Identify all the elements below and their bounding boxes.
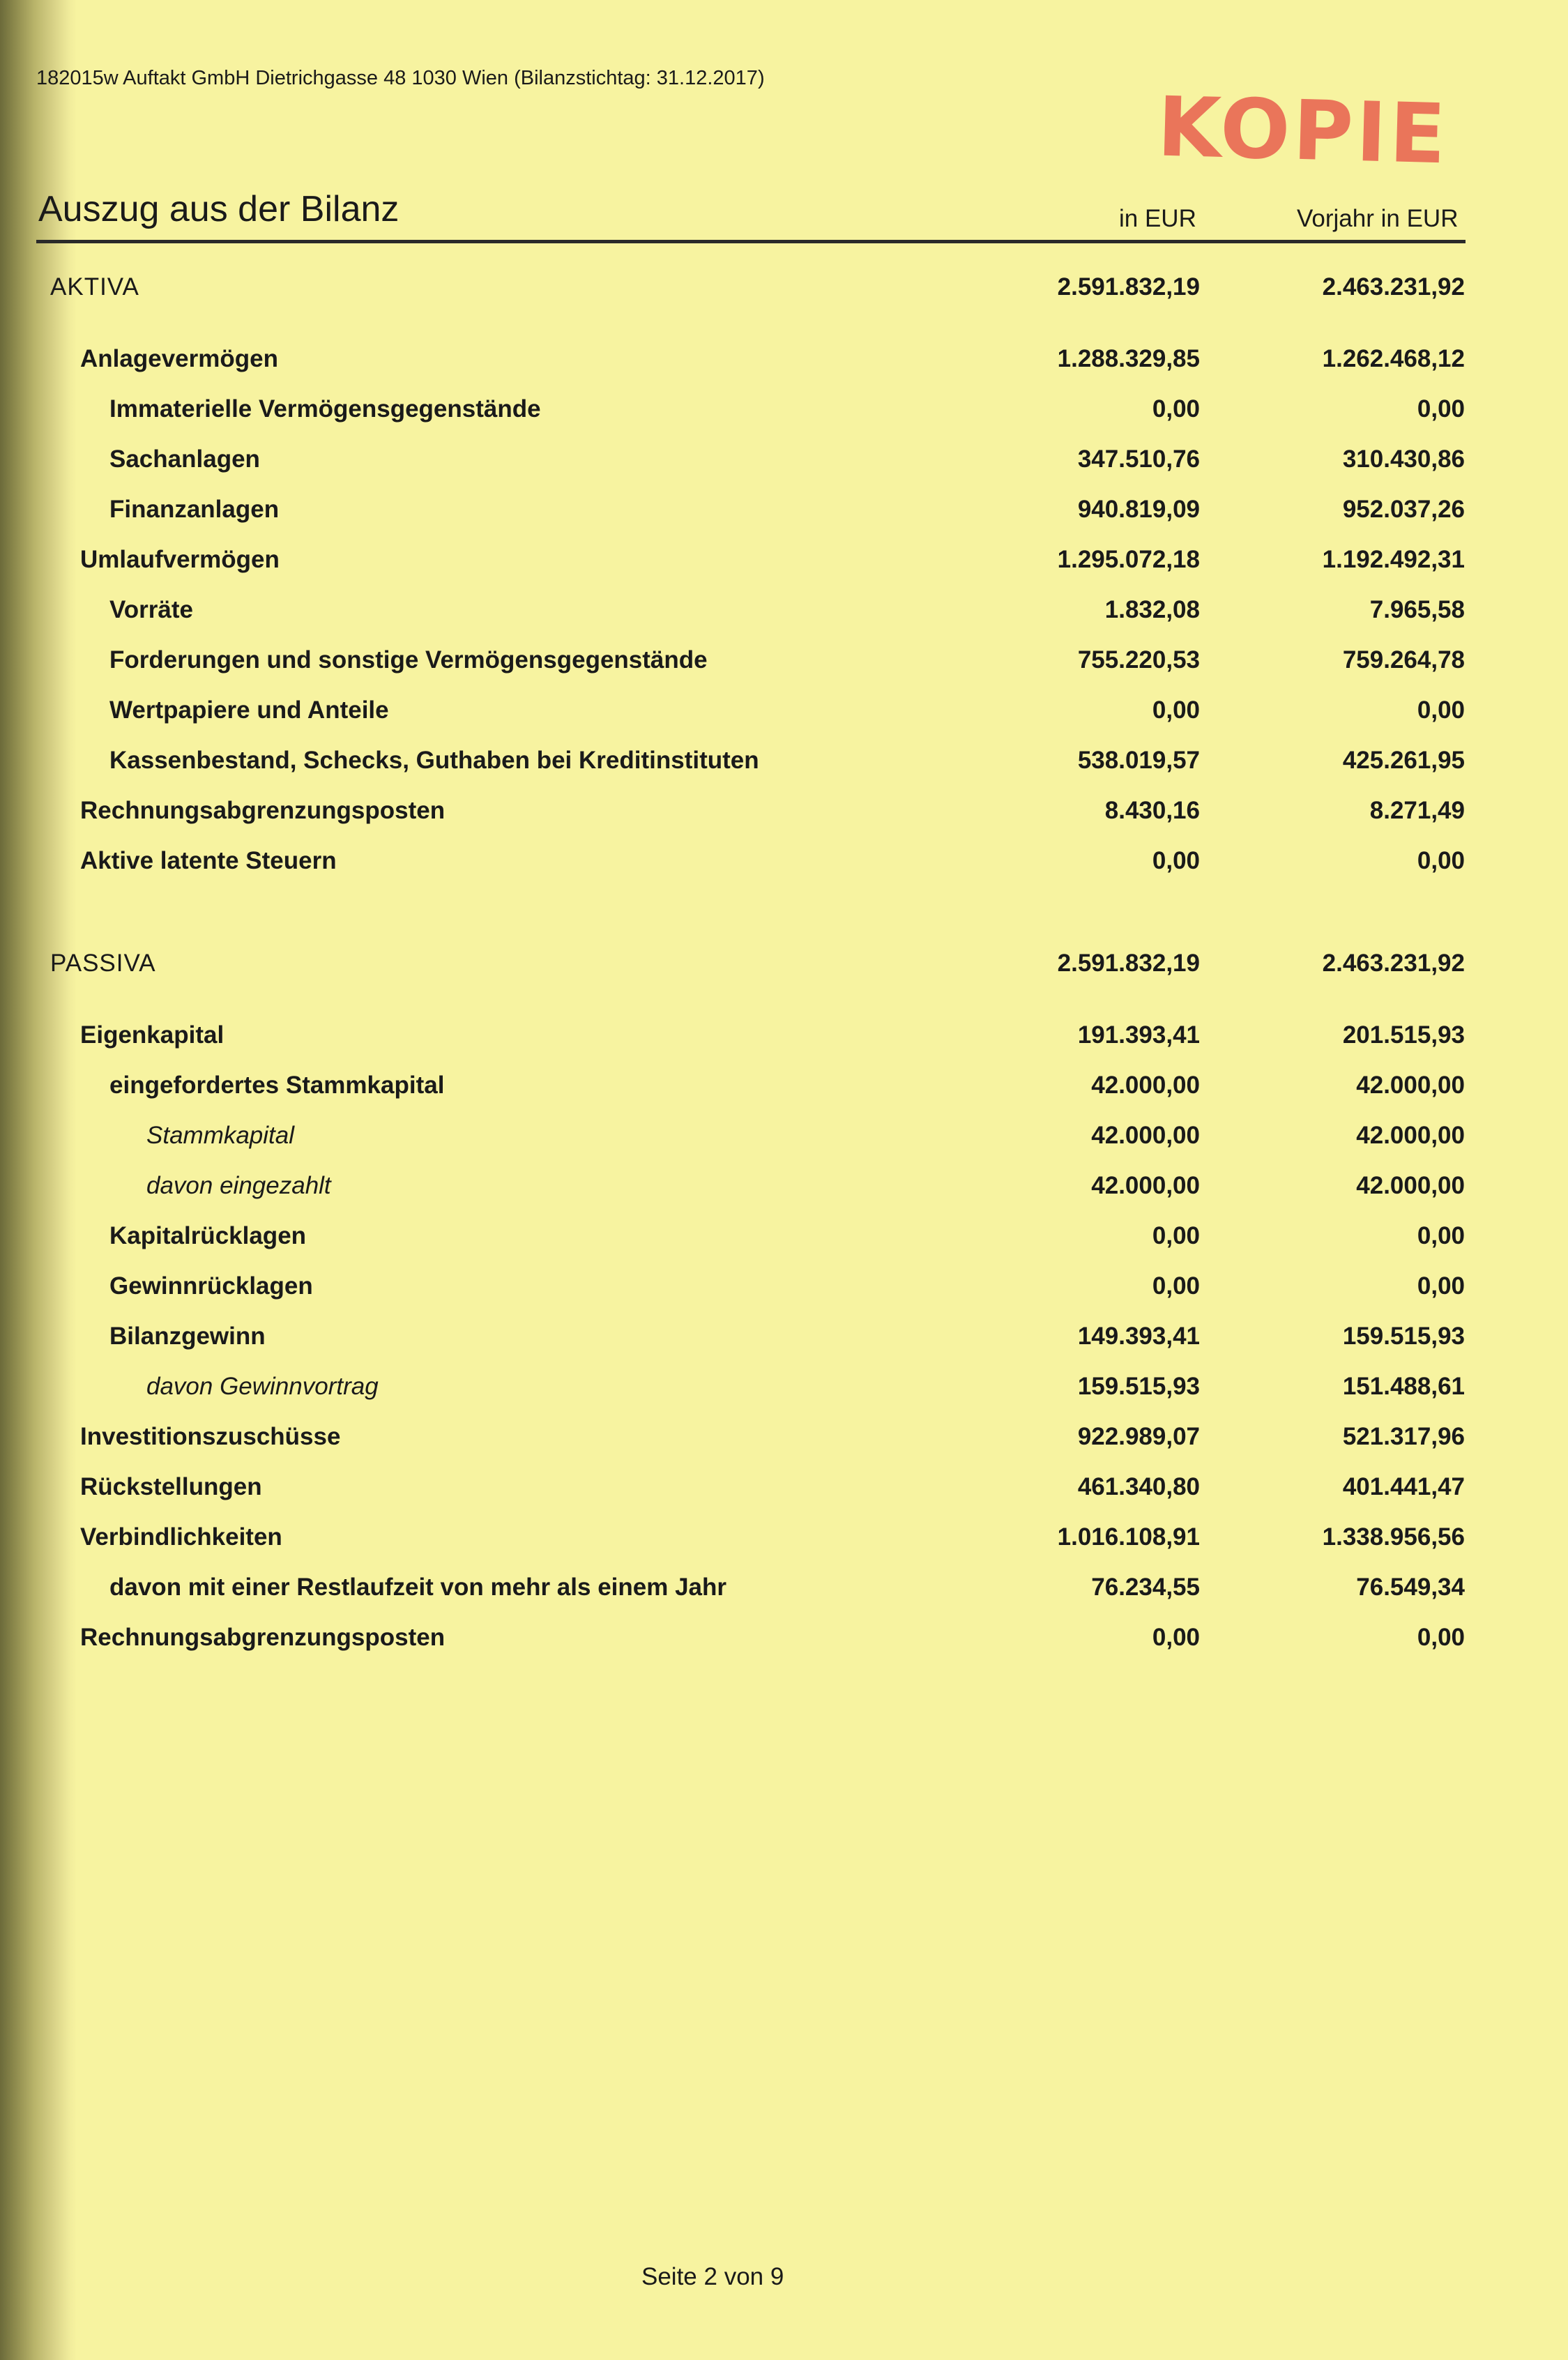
row-kassenbestand — [0, 747, 1568, 789]
value-current: 0,00 — [1152, 1222, 1200, 1249]
value-previous: 1.262.468,12 — [1322, 345, 1465, 372]
row-label: Rückstellungen — [80, 1473, 262, 1500]
value-previous: 8.271,49 — [1369, 797, 1465, 824]
value-current: 42.000,00 — [1091, 1172, 1200, 1199]
value-current: 191.393,41 — [1077, 1021, 1200, 1049]
value-previous: 1.338.956,56 — [1322, 1523, 1465, 1551]
row-forderungen — [0, 646, 1568, 688]
value-previous: 759.264,78 — [1342, 646, 1465, 673]
value-current: 922.989,07 — [1077, 1423, 1200, 1450]
row-kapitalruecklagen — [0, 1222, 1568, 1264]
company-header: 182015w Auftakt GmbH Dietrichgasse 48 1030 Wien (Bilanzstichtag: 31.12.2017) — [36, 67, 765, 89]
row-label: davon mit einer Restlaufzeit von mehr als einem Jahr — [109, 1574, 726, 1601]
value-previous: 42.000,00 — [1356, 1122, 1465, 1149]
value-current: 149.393,41 — [1077, 1323, 1200, 1350]
value-previous: 76.549,34 — [1356, 1574, 1465, 1601]
row-label: eingefordertes Stammkapital — [109, 1072, 445, 1099]
row-wertpapiere — [0, 696, 1568, 738]
row-label: Rechnungsabgrenzungsposten — [80, 797, 446, 824]
page-number: Seite 2 von 9 — [641, 2263, 784, 2290]
value-current: 42.000,00 — [1091, 1122, 1200, 1149]
value-current: 0,00 — [1152, 395, 1200, 422]
row-restlaufzeit — [0, 1574, 1568, 1615]
header-rule — [36, 240, 1466, 243]
row-label: Aktive latente Steuern — [80, 847, 337, 874]
row-label: Kapitalrücklagen — [109, 1222, 307, 1249]
row-gewinnvortrag — [0, 1373, 1568, 1415]
row-label: Finanzanlagen — [109, 496, 280, 523]
value-previous: 201.515,93 — [1342, 1021, 1465, 1049]
row-label: Sachanlagen — [109, 446, 260, 473]
value-current: 940.819,09 — [1077, 496, 1200, 523]
row-finanzanlagen — [0, 496, 1568, 538]
row-label: Stammkapital — [146, 1122, 295, 1149]
value-current: 0,00 — [1152, 847, 1200, 874]
row-rechnungsabgrenzung-passiv — [0, 1624, 1568, 1666]
row-davon-eingezahlt — [0, 1172, 1568, 1214]
row-verbindlichkeiten — [0, 1523, 1568, 1565]
row-label: Forderungen und sonstige Vermögensgegenstände — [109, 646, 708, 673]
value-previous: 952.037,26 — [1342, 496, 1465, 523]
page-title: Auszug aus der Bilanz — [38, 189, 399, 229]
value-current: 159.515,93 — [1077, 1373, 1200, 1400]
value-current: 1.016.108,91 — [1057, 1523, 1200, 1551]
row-gewinnruecklagen — [0, 1272, 1568, 1314]
row-anlagevermoegen — [0, 345, 1568, 387]
value-previous: 2.463.231,92 — [1322, 273, 1465, 300]
value-current: 461.340,80 — [1077, 1473, 1200, 1500]
row-label: Kassenbestand, Schecks, Guthaben bei Kreditinstituten — [109, 747, 759, 774]
value-previous: 401.441,47 — [1342, 1473, 1465, 1500]
row-label: davon eingezahlt — [146, 1172, 331, 1199]
column-header-previous: Vorjahr in EUR — [1297, 205, 1459, 232]
row-umlaufvermoegen — [0, 546, 1568, 588]
value-previous: 159.515,93 — [1342, 1323, 1465, 1350]
value-previous: 0,00 — [1417, 395, 1465, 422]
value-previous: 151.488,61 — [1342, 1373, 1465, 1400]
row-eigenkapital — [0, 1021, 1568, 1063]
row-label: Gewinnrücklagen — [109, 1272, 313, 1300]
row-vorraete — [0, 596, 1568, 638]
value-current: 8.430,16 — [1104, 797, 1200, 824]
row-eingefordertes-stammkapital — [0, 1072, 1568, 1113]
row-bilanzgewinn — [0, 1323, 1568, 1364]
row-label: Vorräte — [109, 596, 193, 623]
row-label: Umlaufvermögen — [80, 546, 280, 573]
row-rueckstellungen — [0, 1473, 1568, 1515]
row-investitionszuschuesse — [0, 1423, 1568, 1465]
value-current: 347.510,76 — [1077, 446, 1200, 473]
value-current: 0,00 — [1152, 696, 1200, 724]
row-passiva-total — [0, 950, 1568, 991]
value-current: 76.234,55 — [1091, 1574, 1200, 1601]
value-previous: 0,00 — [1417, 847, 1465, 874]
value-previous: 0,00 — [1417, 1272, 1465, 1300]
row-label: PASSIVA — [50, 950, 156, 977]
value-current: 0,00 — [1152, 1624, 1200, 1651]
value-current: 2.591.832,19 — [1057, 273, 1200, 300]
value-previous: 425.261,95 — [1342, 747, 1465, 774]
row-label: davon Gewinnvortrag — [146, 1373, 379, 1400]
value-current: 755.220,53 — [1077, 646, 1200, 673]
value-current: 1.295.072,18 — [1057, 546, 1200, 573]
row-stammkapital — [0, 1122, 1568, 1164]
value-previous: 521.317,96 — [1342, 1423, 1465, 1450]
value-previous: 7.965,58 — [1369, 596, 1465, 623]
row-immaterielle — [0, 395, 1568, 437]
value-previous: 0,00 — [1417, 1222, 1465, 1249]
row-label: Investitionszuschüsse — [80, 1423, 341, 1450]
column-header-current: in EUR — [1119, 205, 1196, 232]
value-previous: 42.000,00 — [1356, 1072, 1465, 1099]
row-label: Bilanzgewinn — [109, 1323, 266, 1350]
value-previous: 0,00 — [1417, 696, 1465, 724]
kopie-stamp: KOPIE — [1156, 78, 1450, 183]
value-current: 1.288.329,85 — [1057, 345, 1200, 372]
value-previous: 310.430,86 — [1342, 446, 1465, 473]
row-label: Wertpapiere und Anteile — [109, 696, 389, 724]
row-label: AKTIVA — [50, 273, 139, 300]
row-latente-steuern — [0, 847, 1568, 889]
row-sachanlagen — [0, 446, 1568, 487]
row-rechnungsabgrenzung-aktiv — [0, 797, 1568, 839]
value-previous: 2.463.231,92 — [1322, 950, 1465, 977]
value-previous: 42.000,00 — [1356, 1172, 1465, 1199]
row-label: Immaterielle Vermögensgegenstände — [109, 395, 541, 422]
row-label: Rechnungsabgrenzungsposten — [80, 1624, 446, 1651]
row-label: Verbindlichkeiten — [80, 1523, 282, 1551]
row-label: Anlagevermögen — [80, 345, 278, 372]
value-previous: 0,00 — [1417, 1624, 1465, 1651]
row-label: Eigenkapital — [80, 1021, 224, 1049]
value-current: 42.000,00 — [1091, 1072, 1200, 1099]
row-aktiva-total — [0, 273, 1568, 315]
value-current: 1.832,08 — [1104, 596, 1200, 623]
value-current: 0,00 — [1152, 1272, 1200, 1300]
value-current: 2.591.832,19 — [1057, 950, 1200, 977]
value-current: 538.019,57 — [1077, 747, 1200, 774]
value-previous: 1.192.492,31 — [1322, 546, 1465, 573]
